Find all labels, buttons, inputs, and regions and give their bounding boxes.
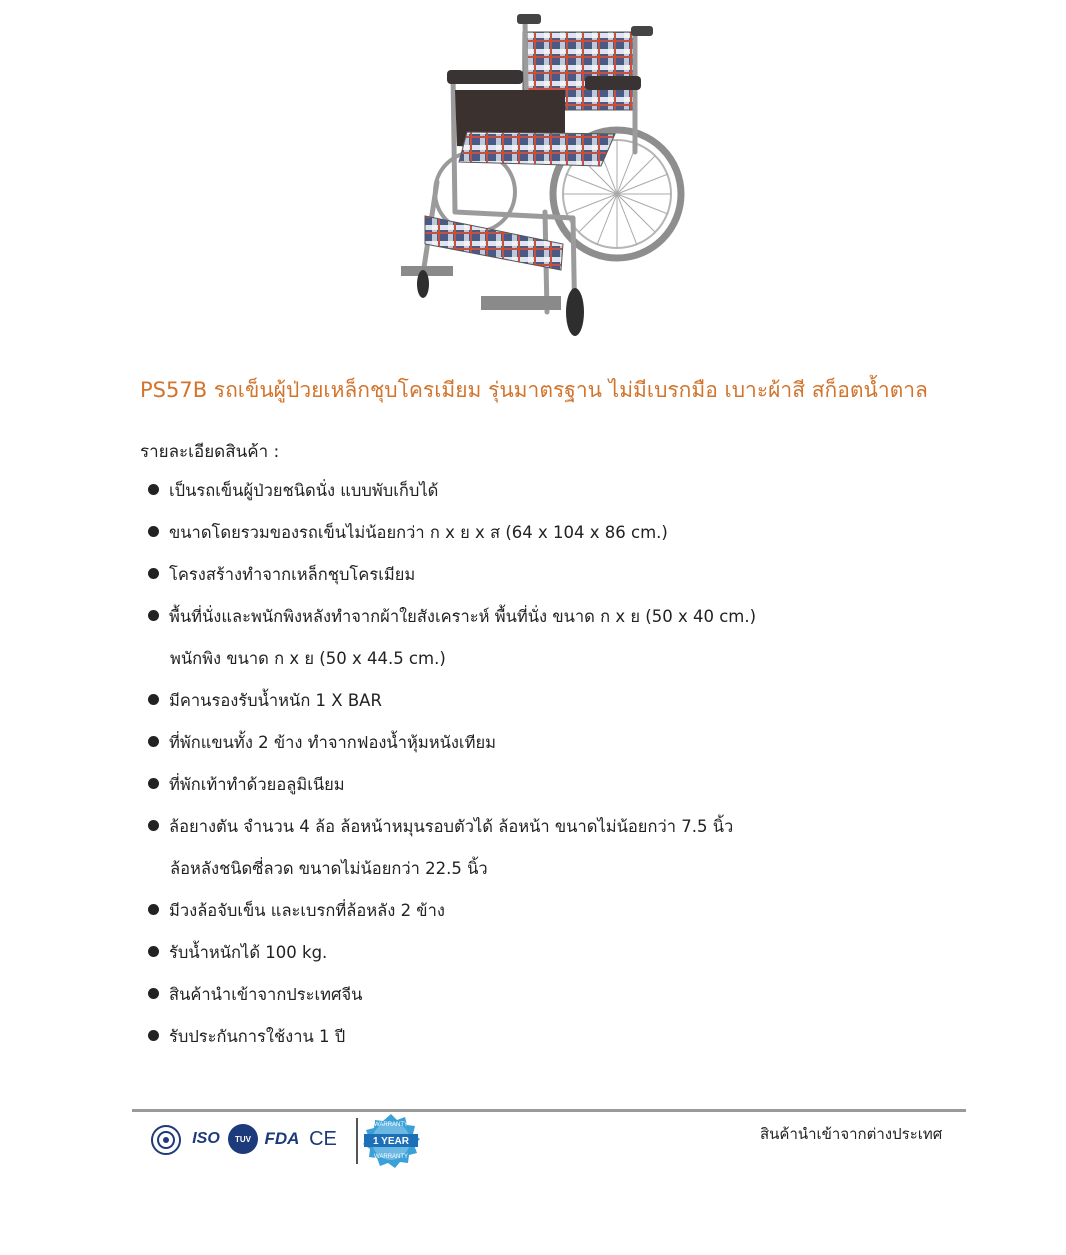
iso-logo [188,1122,224,1156]
ce-logo [306,1122,340,1156]
bullet-icon [148,484,159,495]
list-item [148,604,756,630]
bullet-icon [148,694,159,705]
wheelchair-icon [395,12,685,342]
bullet-icon [148,568,159,579]
tuv-logo [226,1122,260,1156]
list-item-text: รับน้ำหนักได้ 100 kg. [169,943,328,962]
warranty-bottom-text: WARRANTY [373,1154,409,1160]
bullet-icon [148,736,159,747]
list-item [148,814,733,840]
list-item [148,730,496,756]
list-item [148,562,415,588]
list-item-text: ที่พักเท้าทำด้วยอลูมิเนียม [169,775,345,794]
footer-divider-line [132,1109,966,1112]
details-heading: รายละเอียดสินค้า : [140,442,280,462]
bullet-icon [148,988,159,999]
list-item [148,688,382,714]
bullet-icon [148,946,159,957]
list-item-text: ขนาดโดยรวมของรถเข็นไม่น้อยกว่า ก x ย x ส (64 x 104 x 86 cm.) [169,523,668,542]
bullet-icon [148,778,159,789]
list-item [148,898,445,924]
ce-label: CE [309,1127,337,1150]
list-item [148,478,438,504]
gmp-seal-icon [150,1124,182,1156]
iso-label: ISO [192,1130,220,1147]
warranty-top-text: WARRANTY [373,1122,409,1128]
warranty-main-text: 1 YEAR [373,1136,409,1147]
bullet-icon [148,610,159,621]
fda-logo [262,1122,302,1156]
bullet-icon [148,820,159,831]
list-item-text: พื้นที่นั่งและพนักพิงหลังทำจากผ้าใยสังเคราะห์ พื้นที่นั่ง ขนาด ก x ย (50 x 40 cm.) [169,607,757,626]
list-item-text: เป็นรถเข็นผู้ป่วยชนิดนั่ง แบบพับเก็บได้ [169,481,439,500]
list-item-continuation: ล้อหลังชนิดซี่ลวด ขนาดไม่น้อยกว่า 22.5 นิ้ว [170,859,488,878]
list-item [148,772,345,798]
fda-label: FDA [264,1129,300,1148]
tuv-label: TUV [235,1134,251,1144]
list-item [148,1024,345,1050]
list-item [148,982,362,1008]
product-title: PS57B รถเข็นผู้ป่วยเหล็กชุบโครเมียม รุ่นมาตรฐาน ไม่มีเบรกมือ เบาะผ้าสี สก็อตน้ำตาล [140,378,928,402]
list-item-text: สินค้านำเข้าจากประเทศจีน [169,985,363,1004]
bullet-icon [148,1030,159,1041]
list-item-text: รับประกันการใช้งาน 1 ปี [169,1027,346,1046]
list-item-text: ที่พักแขนทั้ง 2 ข้าง ทำจากฟองน้ำหุ้มหนังเทียม [169,733,496,752]
list-item [148,940,327,966]
import-note: สินค้านำเข้าจากต่างประเทศ [760,1125,943,1143]
list-item-text: ล้อยางตัน จำนวน 4 ล้อ ล้อหน้าหมุนรอบตัวได้ ล้อหน้า ขนาดไม่น้อยกว่า 7.5 นิ้ว [169,817,734,836]
list-item-text: โครงสร้างทำจากเหล็กชุบโครเมียม [169,565,416,584]
bullet-icon [148,904,159,915]
list-item-text: มีวงล้อจับเข็น และเบรกที่ล้อหลัง 2 ข้าง [169,901,445,920]
list-item [148,520,668,546]
warranty-badge [360,1112,422,1168]
list-item-continuation: พนักพิง ขนาด ก x ย (50 x 44.5 cm.) [170,649,446,668]
bullet-icon [148,526,159,537]
footer-vertical-divider [356,1118,358,1164]
list-item-text: มีคานรองรับน้ำหนัก 1 X BAR [169,691,382,710]
